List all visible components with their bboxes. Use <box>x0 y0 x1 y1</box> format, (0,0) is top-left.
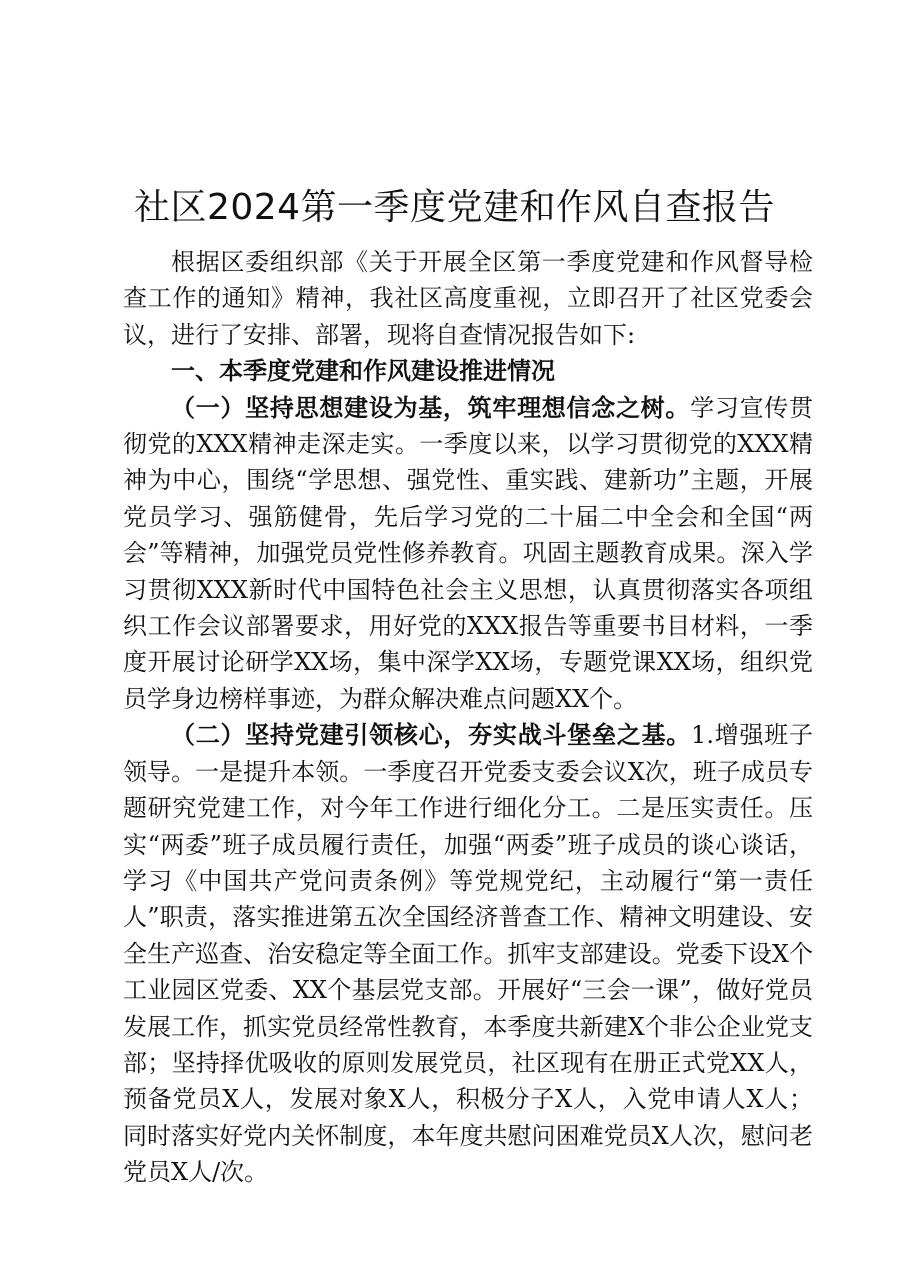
subsection-2-paragraph <box>123 717 813 1190</box>
subsection-2-text: 1.增强班子领导。一是提升本领。一季度召开党委支委会议X次，班子成员专题研究党建工作，对今年工作进行细化分工。二是压实责任。压实“两委”班子成员履行责任，加强“两委”班子成员的谈心谈话，学习《中国共产党问责条例》等党规党纪，主动履行“第一责任人”职责，落实推进第五次全国经济普查工作、精神文明建设、安全生产巡查、治安稳定等全面工作。抓牢支部建设。党委下设X个工业园区党委、XX个基层党支部。开展好“三会一课”，做好党员发展工作，抓实党员经常性教育，本季度共新建X个非公企业党支部；坚持择优吸收的原则发展党员，社区现有在册正式党XX人，预备党员X人，发展对象X人，积极分子X人，入党申请人X人；同时落实好党内关怀制度，本年度共慰问困难党员X人次，慰问老党员X人/次。 <box>123 721 814 1187</box>
subsection-1-heading: （一）坚持思想建设为基，筑牢理想信念之树。 <box>171 393 691 422</box>
intro-paragraph: 根据区委组织部《关于开展全区第一季度党建和作风督导检查工作的通知》精神，我社区高度重视，立即召开了社区党委会议，进行了安排、部署，现将自查情况报告如下: <box>123 248 813 349</box>
document-body <box>123 244 813 1191</box>
document-title: 社区2024第一季度党建和作风自查报告 <box>133 187 776 229</box>
subsection-1-text: 学习宣传贯彻党的XXX精神走深走实。一季度以来，以学习贯彻党的XXX精神为中心，围绕“学思想、强党性、重实践、建新功”主题，开展党员学习、强筋健骨，先后学习党的二十届二中全会和全国“两会”等精神，加强党员党性修养教育。巩固主题教育成果。深入学习贯彻XXX新时代中国特色社会主义思想，认真贯彻落实各项组织工作会议部署要求，用好党的XXX报告等重要书目材料，一季度开展讨论研学XX场，集中深学XX场，专题党课XX场，组织党员学身边榜样事迹，为群众解决难点问题XX个。 <box>123 393 814 713</box>
subsection-2-heading: （二）坚持党建引领核心，夯实战斗堡垒之基。 <box>171 721 692 750</box>
subsection-1-paragraph <box>123 390 813 718</box>
section-heading: 一、本季度党建和作风建设推进情况 <box>171 357 555 386</box>
